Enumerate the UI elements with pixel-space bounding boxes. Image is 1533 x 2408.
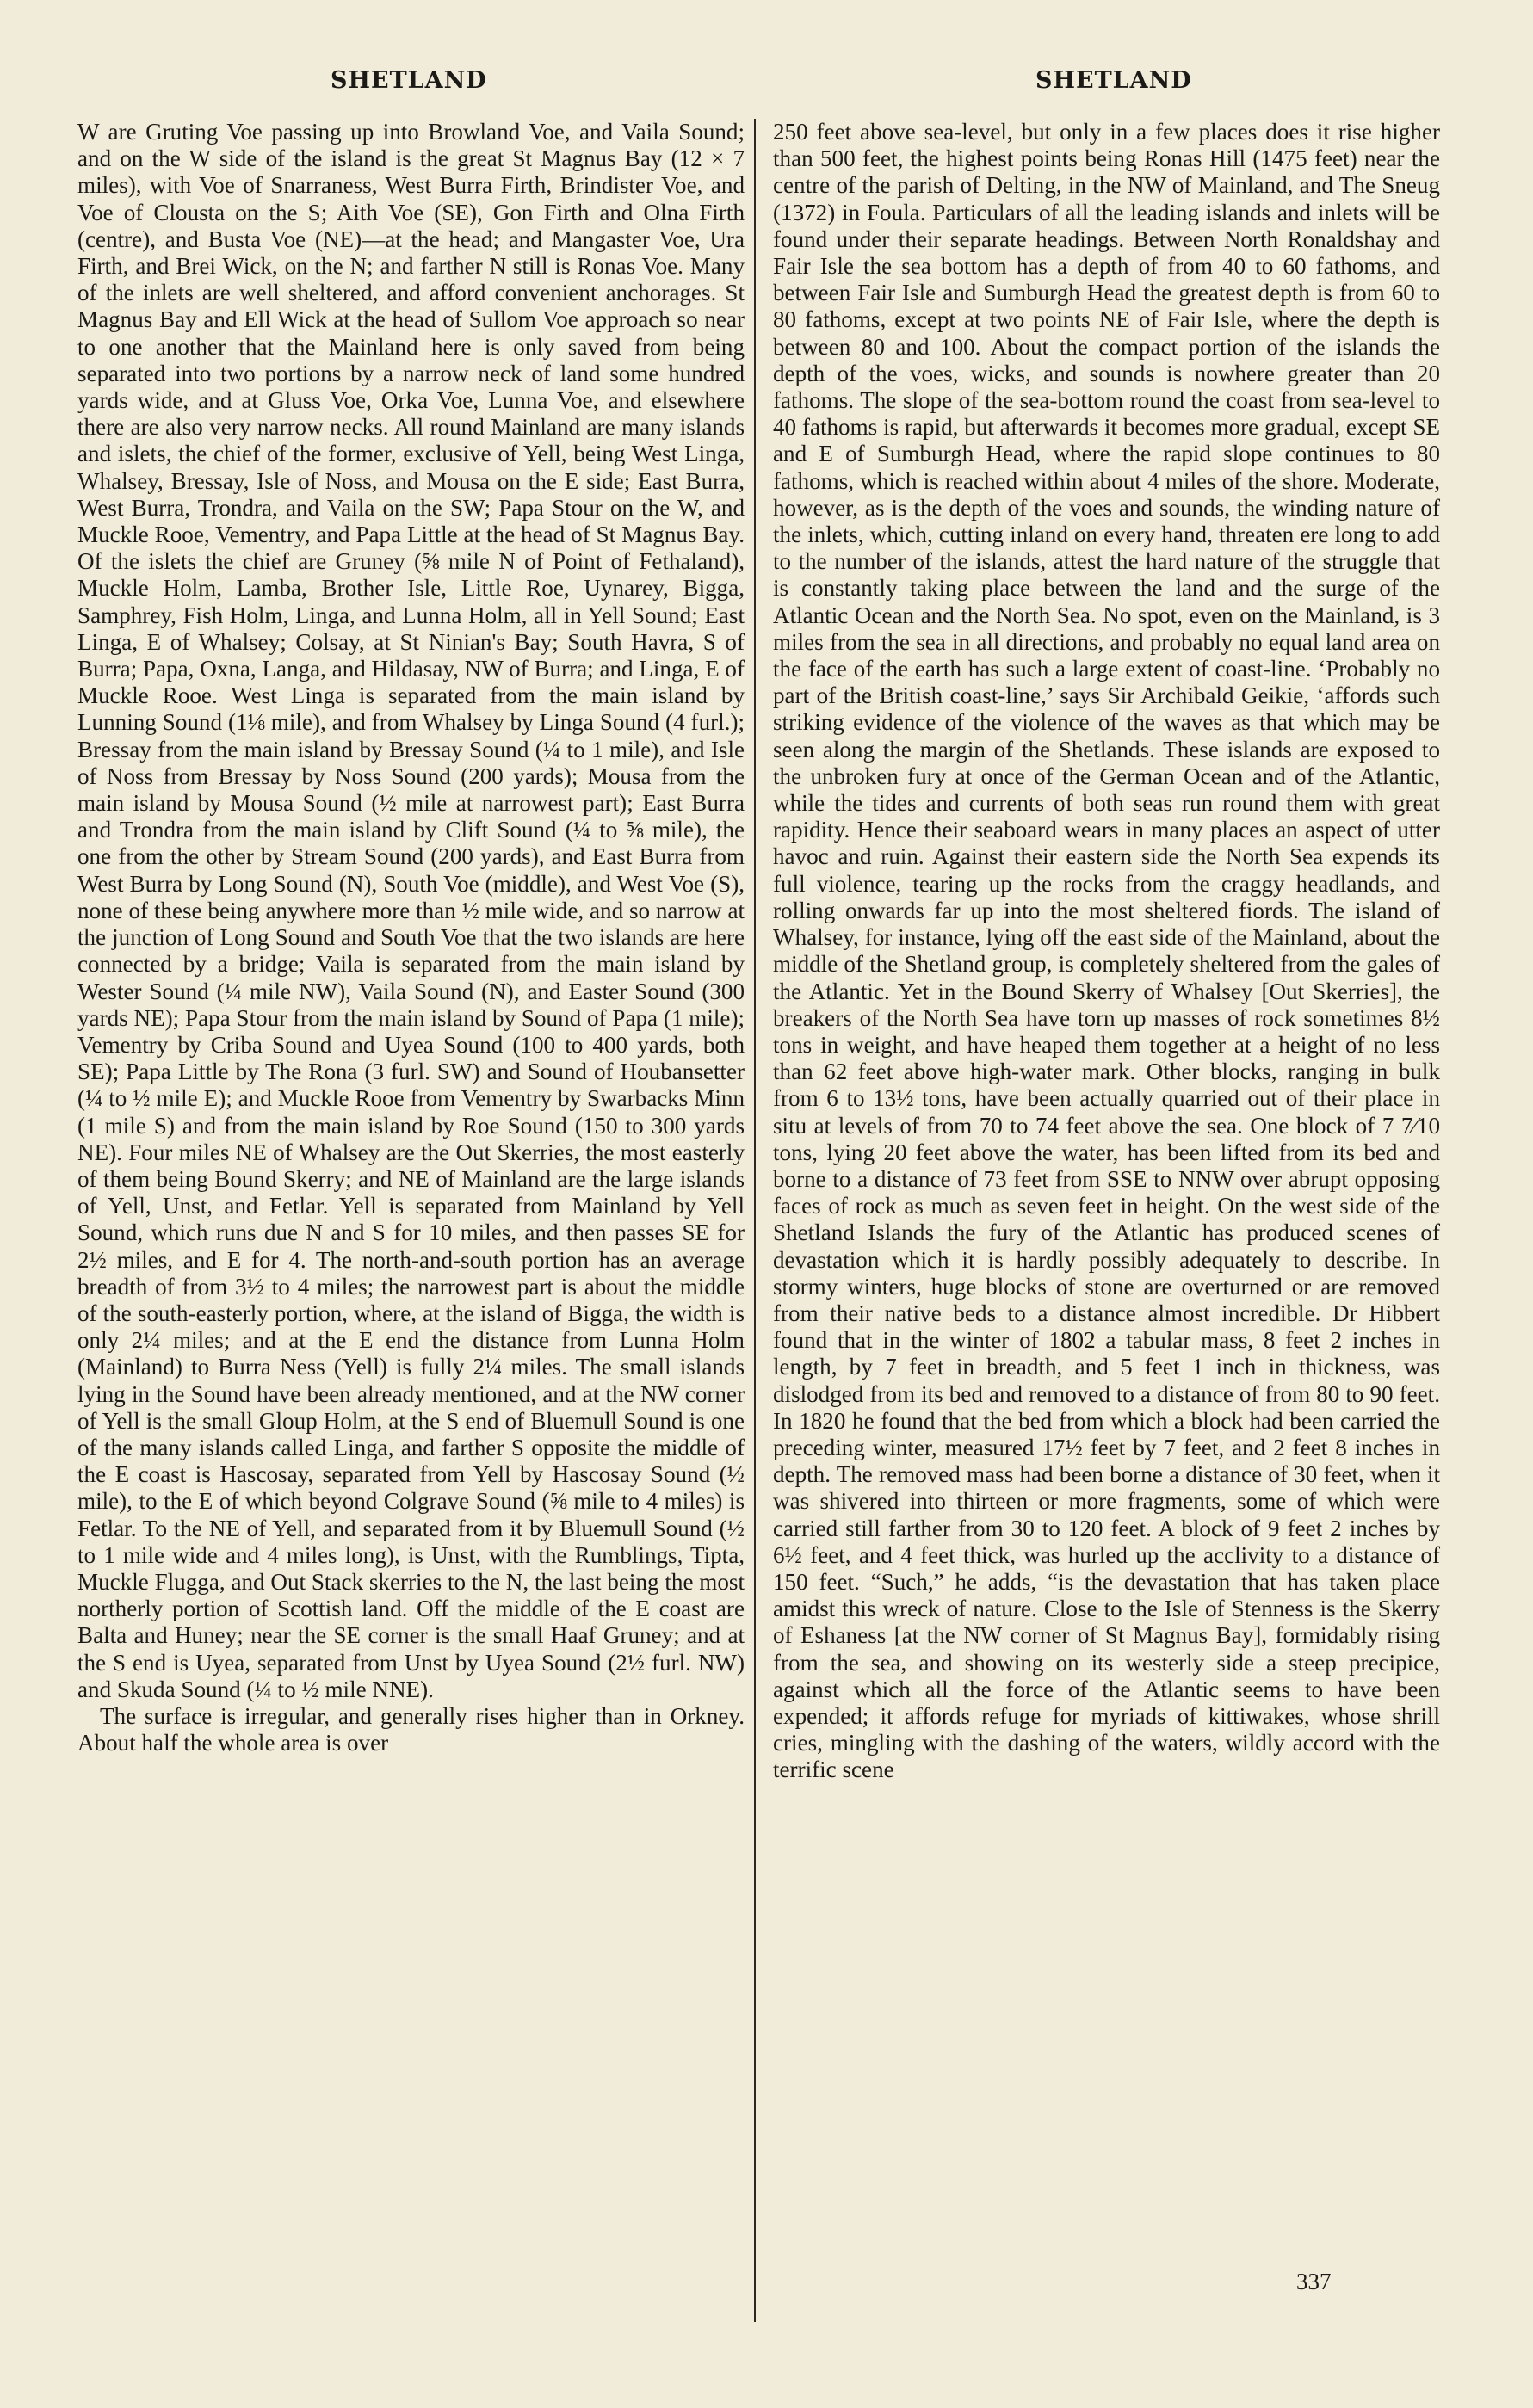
running-header-left: SHETLAND — [331, 67, 487, 94]
right-paragraph-1: 250 feet above sea-level, but only in a few places does it rise higher than 500 feet, the highest points being Ronas Hill (1475 feet) near the centre of the parish of Delting, in the NW of Mainland, and The Sneug (1372) in Foula. Particulars of all the leading islands and inlets will be found under their separate headings. Between North Ronaldshay and Fair Isle the sea bottom has a depth of from 40 to 60 fathoms, and between Fair Isle and Sumburgh Head the greatest depth is from 60 to 80 fathoms, except at two points NE of Fair Isle, where the depth is between 80 and 100. About the compact portion of the islands the depth of the voes, wicks, and sounds is nowhere greater than 20 fathoms. The slope of the sea-bottom round the coast from sea-level to 40 fathoms is rapid, but afterwards it becomes more gradual, except SE and E of Sumburgh Head, where the rapid slope continues to 80 fathoms, which is reached within about 4 miles of the shore. Moderate, however, as is the depth of the voes and sounds, the winding nature of the inlets, which, cutting inland on every hand, threaten ere long to add to the number of the islands, attest the hard nature of the struggle that is constantly taking place between the land and the surge of the Atlantic Ocean and the North Sea. No spot, even on the Mainland, is 3 miles from the sea in all directions, and probably no equal land area on the face of the earth has such a large extent of coast-line. ‘Probably no part of the British coast-line,’ says Sir Archibald Geikie, ‘affords such striking evidence of the violence of the waves as that which may be seen along the margin of the Shetlands. These islands are exposed to the unbroken fury at once of the German Ocean and of the Atlantic, while the tides and currents of both seas run round them with great rapidity. Hence their seaboard wears in many places an aspect of utter havoc and ruin. Against their eastern side the North Sea expends its full violence, tearing up the rocks from the craggy headlands, and rolling onwards far up into the most sheltered fiords. The island of Whalsey, for instance, lying off the east side of the Mainland, about the middle of the Shetland group, is completely sheltered from the gales of the Atlantic. Yet in the Bound Skerry of Whalsey [Out Skerries], the breakers of the North Sea have torn up masses of rock sometimes 8½ tons in weight, and have heaped them together at a height of no less than 62 feet above high-water mark. Other blocks, ranging in bulk from 6 to 13½ tons, have been actually quarried out of their place in situ at levels of from 70 to 74 feet above the sea. One block of 7 7⁄10 tons, lying 20 feet above the water, has been lifted from its bed and borne to a distance of 73 feet from SSE to NNW over abrupt opposing faces of rock as much as seven feet in height. On the west side of the Shetland Islands the fury of the Atlantic has produced scenes of devastation which it is hardly possibly adequately to describe. In stormy winters, huge blocks of stone are overturned or are removed from their native beds to a distance almost incredible. Dr Hibbert found that in the winter of 1802 a tabular mass, 8 feet 2 inches in length, by 7 feet in breadth, and 5 feet 1 inch in thickness, was dislodged from its bed and removed to a distance of from 80 to 90 feet. In 1820 he found that the bed from which a block had been carried the preceding winter, measured 17½ feet by 7 feet, and 2 feet 8 inches in depth. The removed mass had been borne a distance of 30 feet, when it was shivered into thirteen or more fragments, some of which were carried still farther from 30 to 120 feet. A block of 9 feet 2 inches by 6½ feet, and 4 feet thick, was hurled up the acclivity to a distance of 150 feet. “Such,” he adds, “is the devastation that has taken place amidst this wreck of nature. Close to the Isle of Stenness is the Skerry of Eshaness [at the NW corner of St Magnus Bay], formidably rising from the sea, and showing on its westerly side a steep precipice, against which all the force of the Atlantic seems to have been expended; it affords refuge for myriads of kittiwakes, whose shrill cries, mingling with the dashing of the waters, wildly accord with the terrific scene — [773, 119, 1440, 1783]
running-header-right: SHETLAND — [1035, 67, 1192, 94]
left-paragraph-2: The surface is irregular, and generally rises higher than in Orkney. About half the whole area is over — [77, 1702, 745, 1757]
right-column — [773, 119, 1440, 1784]
left-paragraph-1: W are Gruting Voe passing up into Browland Voe, and Vaila Sound; and on the W side of the island is the great St Magnus Bay (12 × 7 miles), with Voe of Snarraness, West Burra Firth, Brindister Voe, and Voe of Clousta on the S; Aith Voe (SE), Gon Firth and Olna Firth (centre), and Busta Voe (NE)—at the head; and Mangaster Voe, Ura Firth, and Brei Wick, on the N; and farther N still is Ronas Voe. Many of the inlets are well sheltered, and afford convenient anchorages. St Magnus Bay and Ell Wick at the head of Sullom Voe approach so near to one another that the Mainland here is only saved from being separated into two portions by a narrow neck of land some hundred yards wide, and at Gluss Voe, Orka Voe, Lunna Voe, and elsewhere there are also very narrow necks. All round Mainland are many islands and islets, the chief of the former, exclusive of Yell, being West Linga, Whalsey, Bressay, Isle of Noss, and Mousa on the E side; East Burra, West Burra, Trondra, and Vaila on the SW; Papa Stour on the W, and Muckle Rooe, Vementry, and Papa Little at the head of St Magnus Bay. Of the islets the chief are Gruney (⅝ mile N of Point of Fethaland), Muckle Holm, Lamba, Brother Isle, Little Roe, Uynarey, Bigga, Samphrey, Fish Holm, Linga, and Lunna Holm, all in Yell Sound; East Linga, E of Whalsey; Colsay, at St Ninian's Bay; South Havra, S of Burra; Papa, Oxna, Langa, and Hildasay, NW of Burra; and Linga, E of Muckle Rooe. West Linga is separated from the main island by Lunning Sound (1⅛ mile), and from Whalsey by Linga Sound (4 furl.); Bressay from the main island by Bressay Sound (¼ to 1 mile), and Isle of Noss from Bressay by Noss Sound (200 yards); Mousa from the main island by Mousa Sound (½ mile at narrowest part); East Burra and Trondra from the main island by Clift Sound (¼ to ⅝ mile), the one from the other by Stream Sound (200 yards), and East Burra from West Burra by Long Sound (N), South Voe (middle), and West Voe (S), none of these being anywhere more than ½ mile wide, and so narrow at the junction of Long Sound and South Voe that the two islands are here connected by a bridge; Vaila is separated from the main island by Wester Sound (¼ mile NW), Vaila Sound (N), and Easter Sound (300 yards NE); Papa Stour from the main island by Sound of Papa (1 mile); Vementry by Criba Sound and Uyea Sound (100 to 400 yards, both SE); Papa Little by The Rona (3 furl. SW) and Sound of Houbansetter (¼ to ½ mile E); and Muckle Rooe from Vementry by Swarbacks Minn (1 mile S) and from the main island by Roe Sound (150 to 300 yards NE). Four miles NE of Whalsey are the Out Skerries, the most easterly of them being Bound Skerry; and NE of Mainland are the large islands of Yell, Unst, and Fetlar. Yell is separated from Mainland by Yell Sound, which runs due N and S for 10 miles, and then passes SE for 2½ miles, and E for 4. The north-and-south portion has an average breadth of from 3½ to 4 miles; the narrowest part is about the middle of the south-easterly portion, where, at the island of Bigga, the width is only 2¼ miles; and at the E end the distance from Lunna Holm (Mainland) to Burra Ness (Yell) is fully 2¼ miles. The small islands lying in the Sound have been already mentioned, and at the NW corner of Yell is the small Gloup Holm, at the S end of Bluemull Sound is one of the many islands called Linga, and farther S opposite the middle of the E coast is Hascosay, separated from Yell by Hascosay Sound (½ mile), to the E of which beyond Colgrave Sound (⅝ mile to 4 miles) is Fetlar. To the NE of Yell, and separated from it by Bluemull Sound (½ to 1 mile wide and 4 miles long), is Unst, with the Rumblings, Tipta, Muckle Flugga, and Out Stack skerries to the N, the last being the most northerly portion of Scottish land. Off the middle of the E coast are Balta and Huney; near the SE corner is the small Haaf Gruney; and at the S end is Uyea, separated from Unst by Uyea Sound (2½ furl. NW) and Skuda Sound (¼ to ½ mile NNE). — [77, 119, 745, 1702]
page-number: 337 — [1296, 2269, 1332, 2294]
column-divider — [754, 119, 756, 2322]
left-column — [77, 119, 745, 1757]
